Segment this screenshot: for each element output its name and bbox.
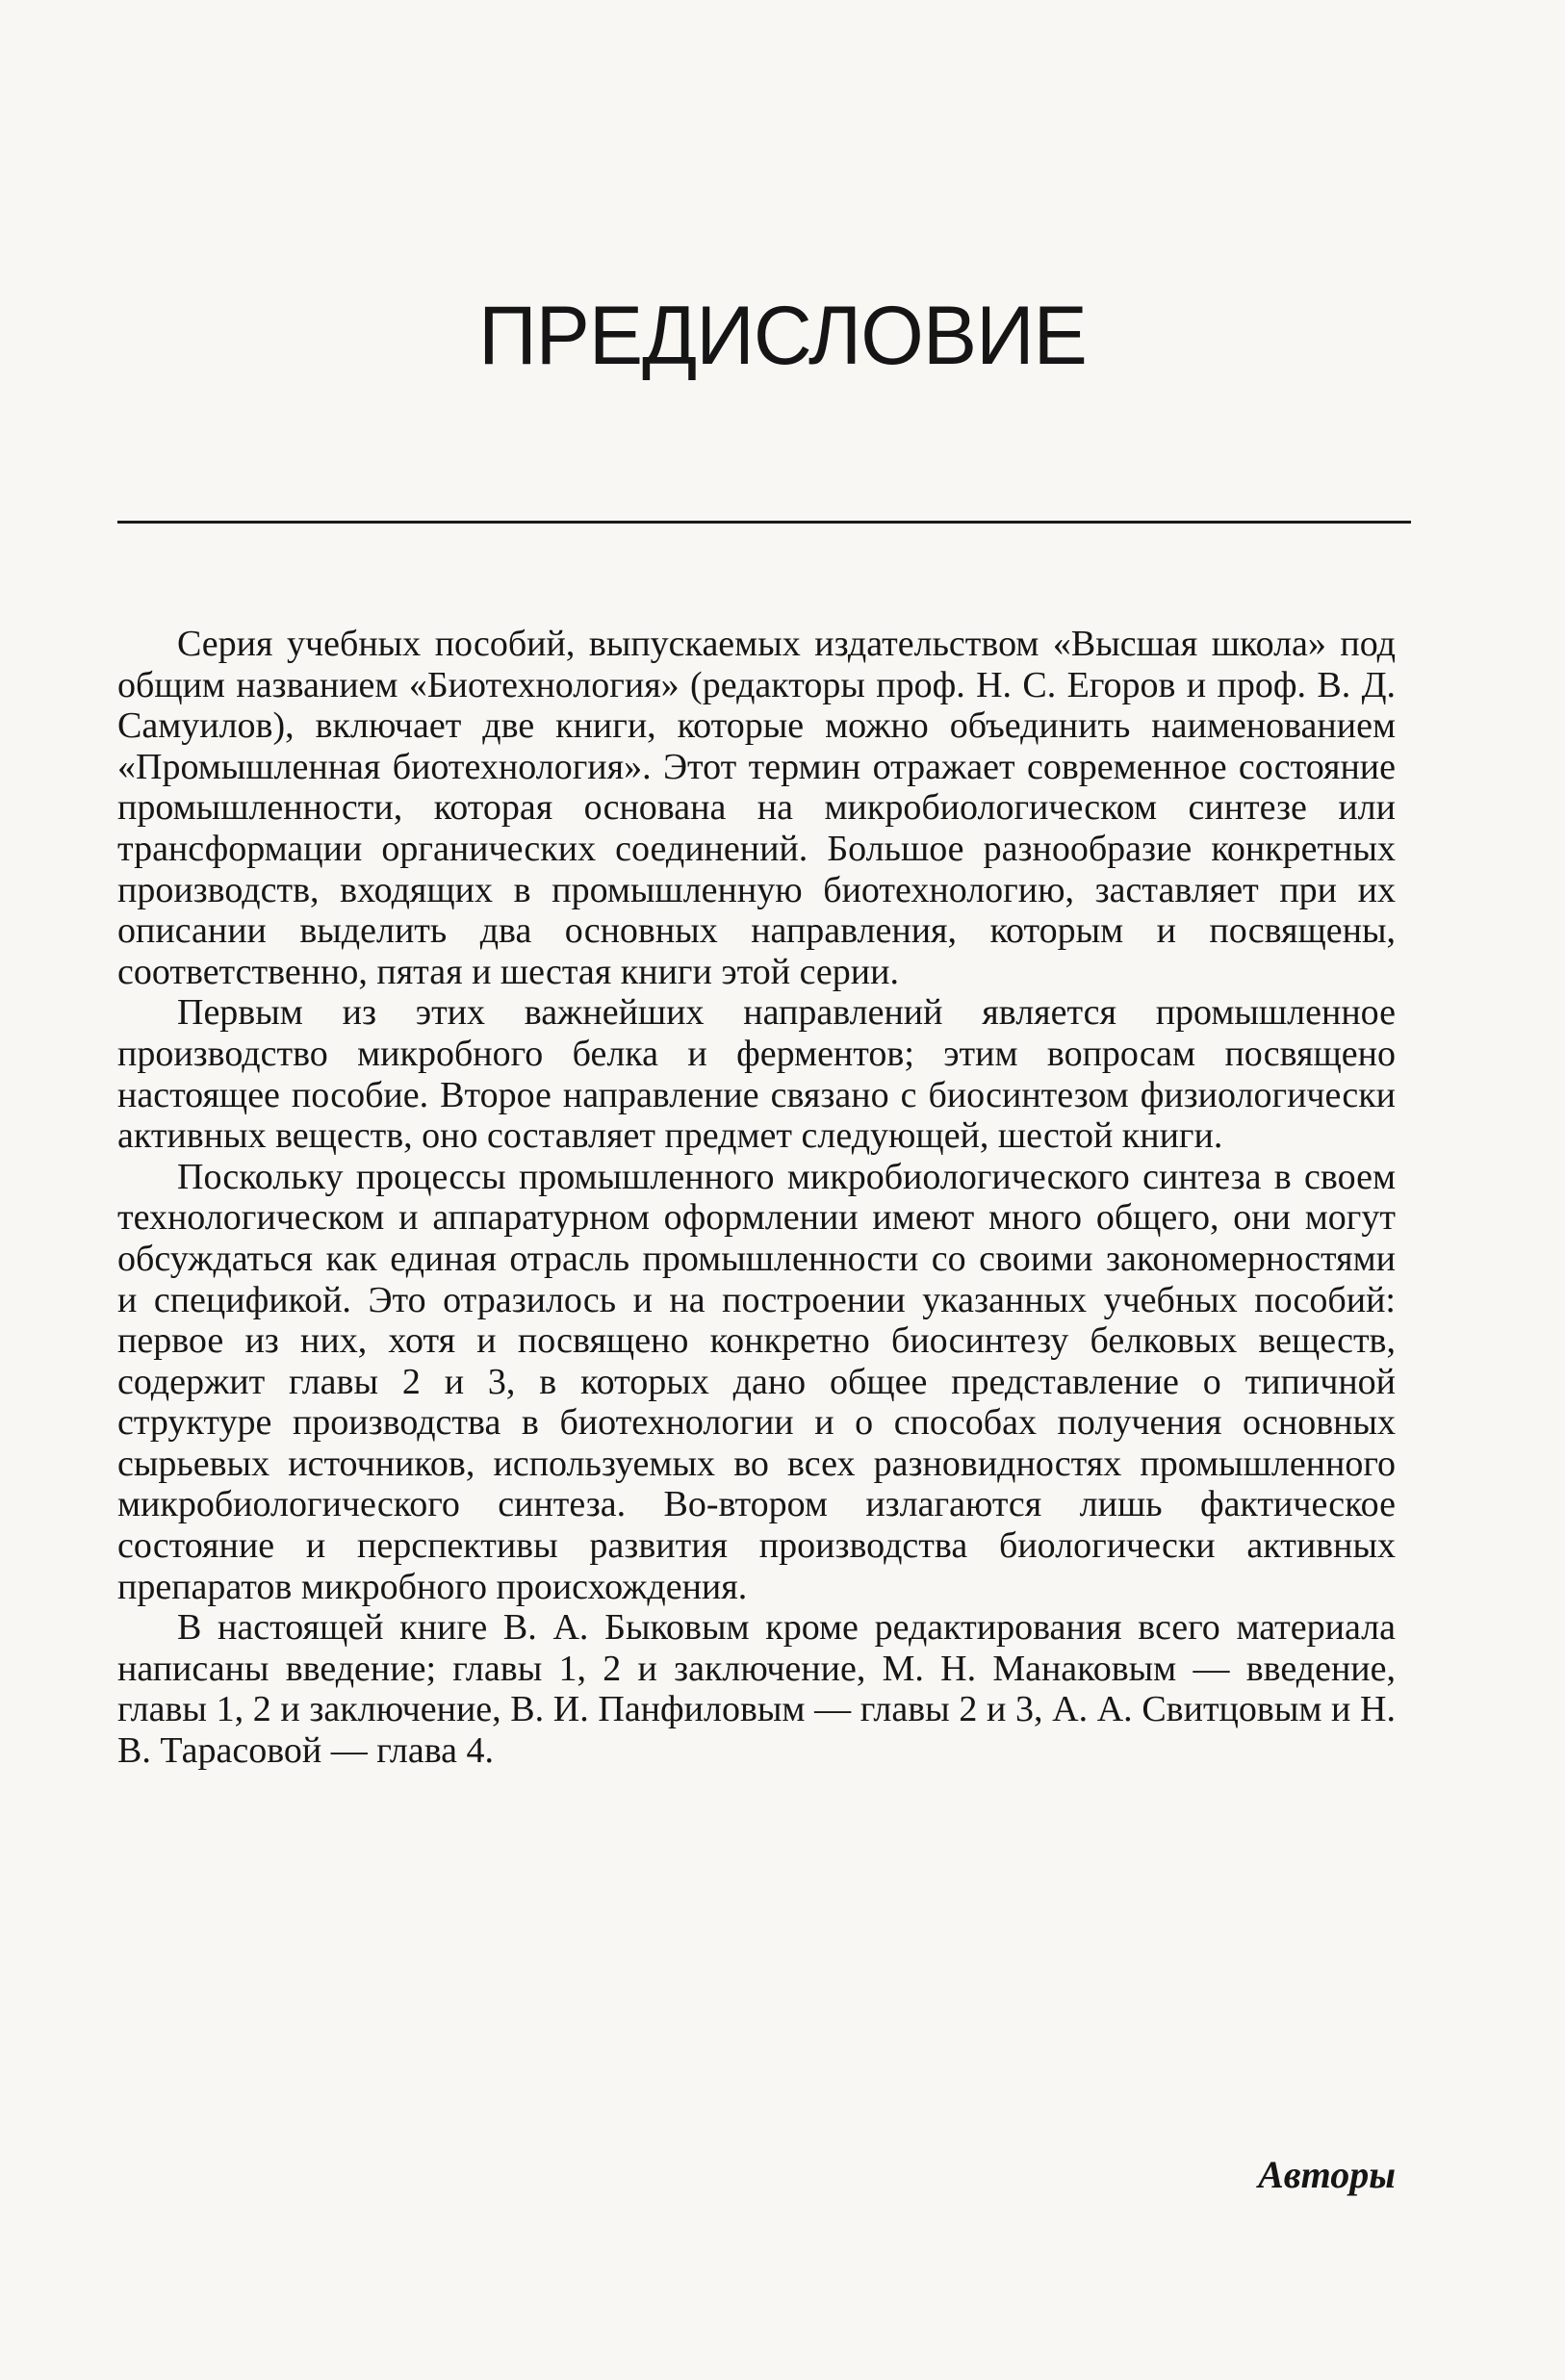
paragraph-3: Поскольку процессы промышленного микробиологического синтеза в своем технологическом и аппаратурном оформлении имеют много общего, они могут обсуждаться как единая отрасль промышленности со своими закономерностями и спецификой. Это отразилось и на построении указанных учебных пособий: первое из них, хотя и посвящено конкретно биосинтезу белковых веществ, содержит главы 2 и 3, в которых дано общее представление о типичной структуре производства в биотехнологии и о способах получения основных сырьевых источников, используемых во всех разновидностях промышленного микробиологического синтеза. Во-втором излагаются лишь фактическое состояние и перспективы развития производства биологически активных препаратов микробного происхождения.	[117, 1156, 1396, 1607]
authors-signature: Авторы	[1258, 2153, 1396, 2196]
paragraph-4: В настоящей книге В. А. Быковым кроме редактирования всего материала написаны введение; главы 1, 2 и заключение, М. Н. Манаковым — введение, главы 1, 2 и заключение, В. И. Панфиловым — главы 2 и 3, А. А. Свитцовым и Н. В. Тарасовой — глава 4.	[117, 1607, 1396, 1772]
title-divider	[117, 521, 1411, 524]
paragraph-1: Серия учебных пособий, выпускаемых издательством «Высшая школа» под общим названием «Биотехнология» (редакторы проф. Н. С. Егоров и проф. В. Д. Самуилов), включает две книги, которые можно объединить наименованием «Промышленная биотехнология». Этот термин отражает современное состояние промышленности, которая основана на микробиологическом синтезе или трансформации органических соединений. Большое разнообразие конкретных производств, входящих в промышленную биотехнологию, заставляет при их описании выделить два основных направления, которым и посвящены, соответственно, пятая и шестая книги этой серии.	[117, 624, 1396, 992]
page-title: ПРЕДИСЛОВИЕ	[478, 290, 1087, 382]
paragraph-2: Первым из этих важнейших направлений является промышленное производство микробного белка и ферментов; этим вопросам посвящено настоящее пособие. Второе направление связано с биосинтезом физиологически активных веществ, оно составляет предмет следующей, шестой книги.	[117, 992, 1396, 1157]
preface-body	[117, 624, 1396, 1772]
